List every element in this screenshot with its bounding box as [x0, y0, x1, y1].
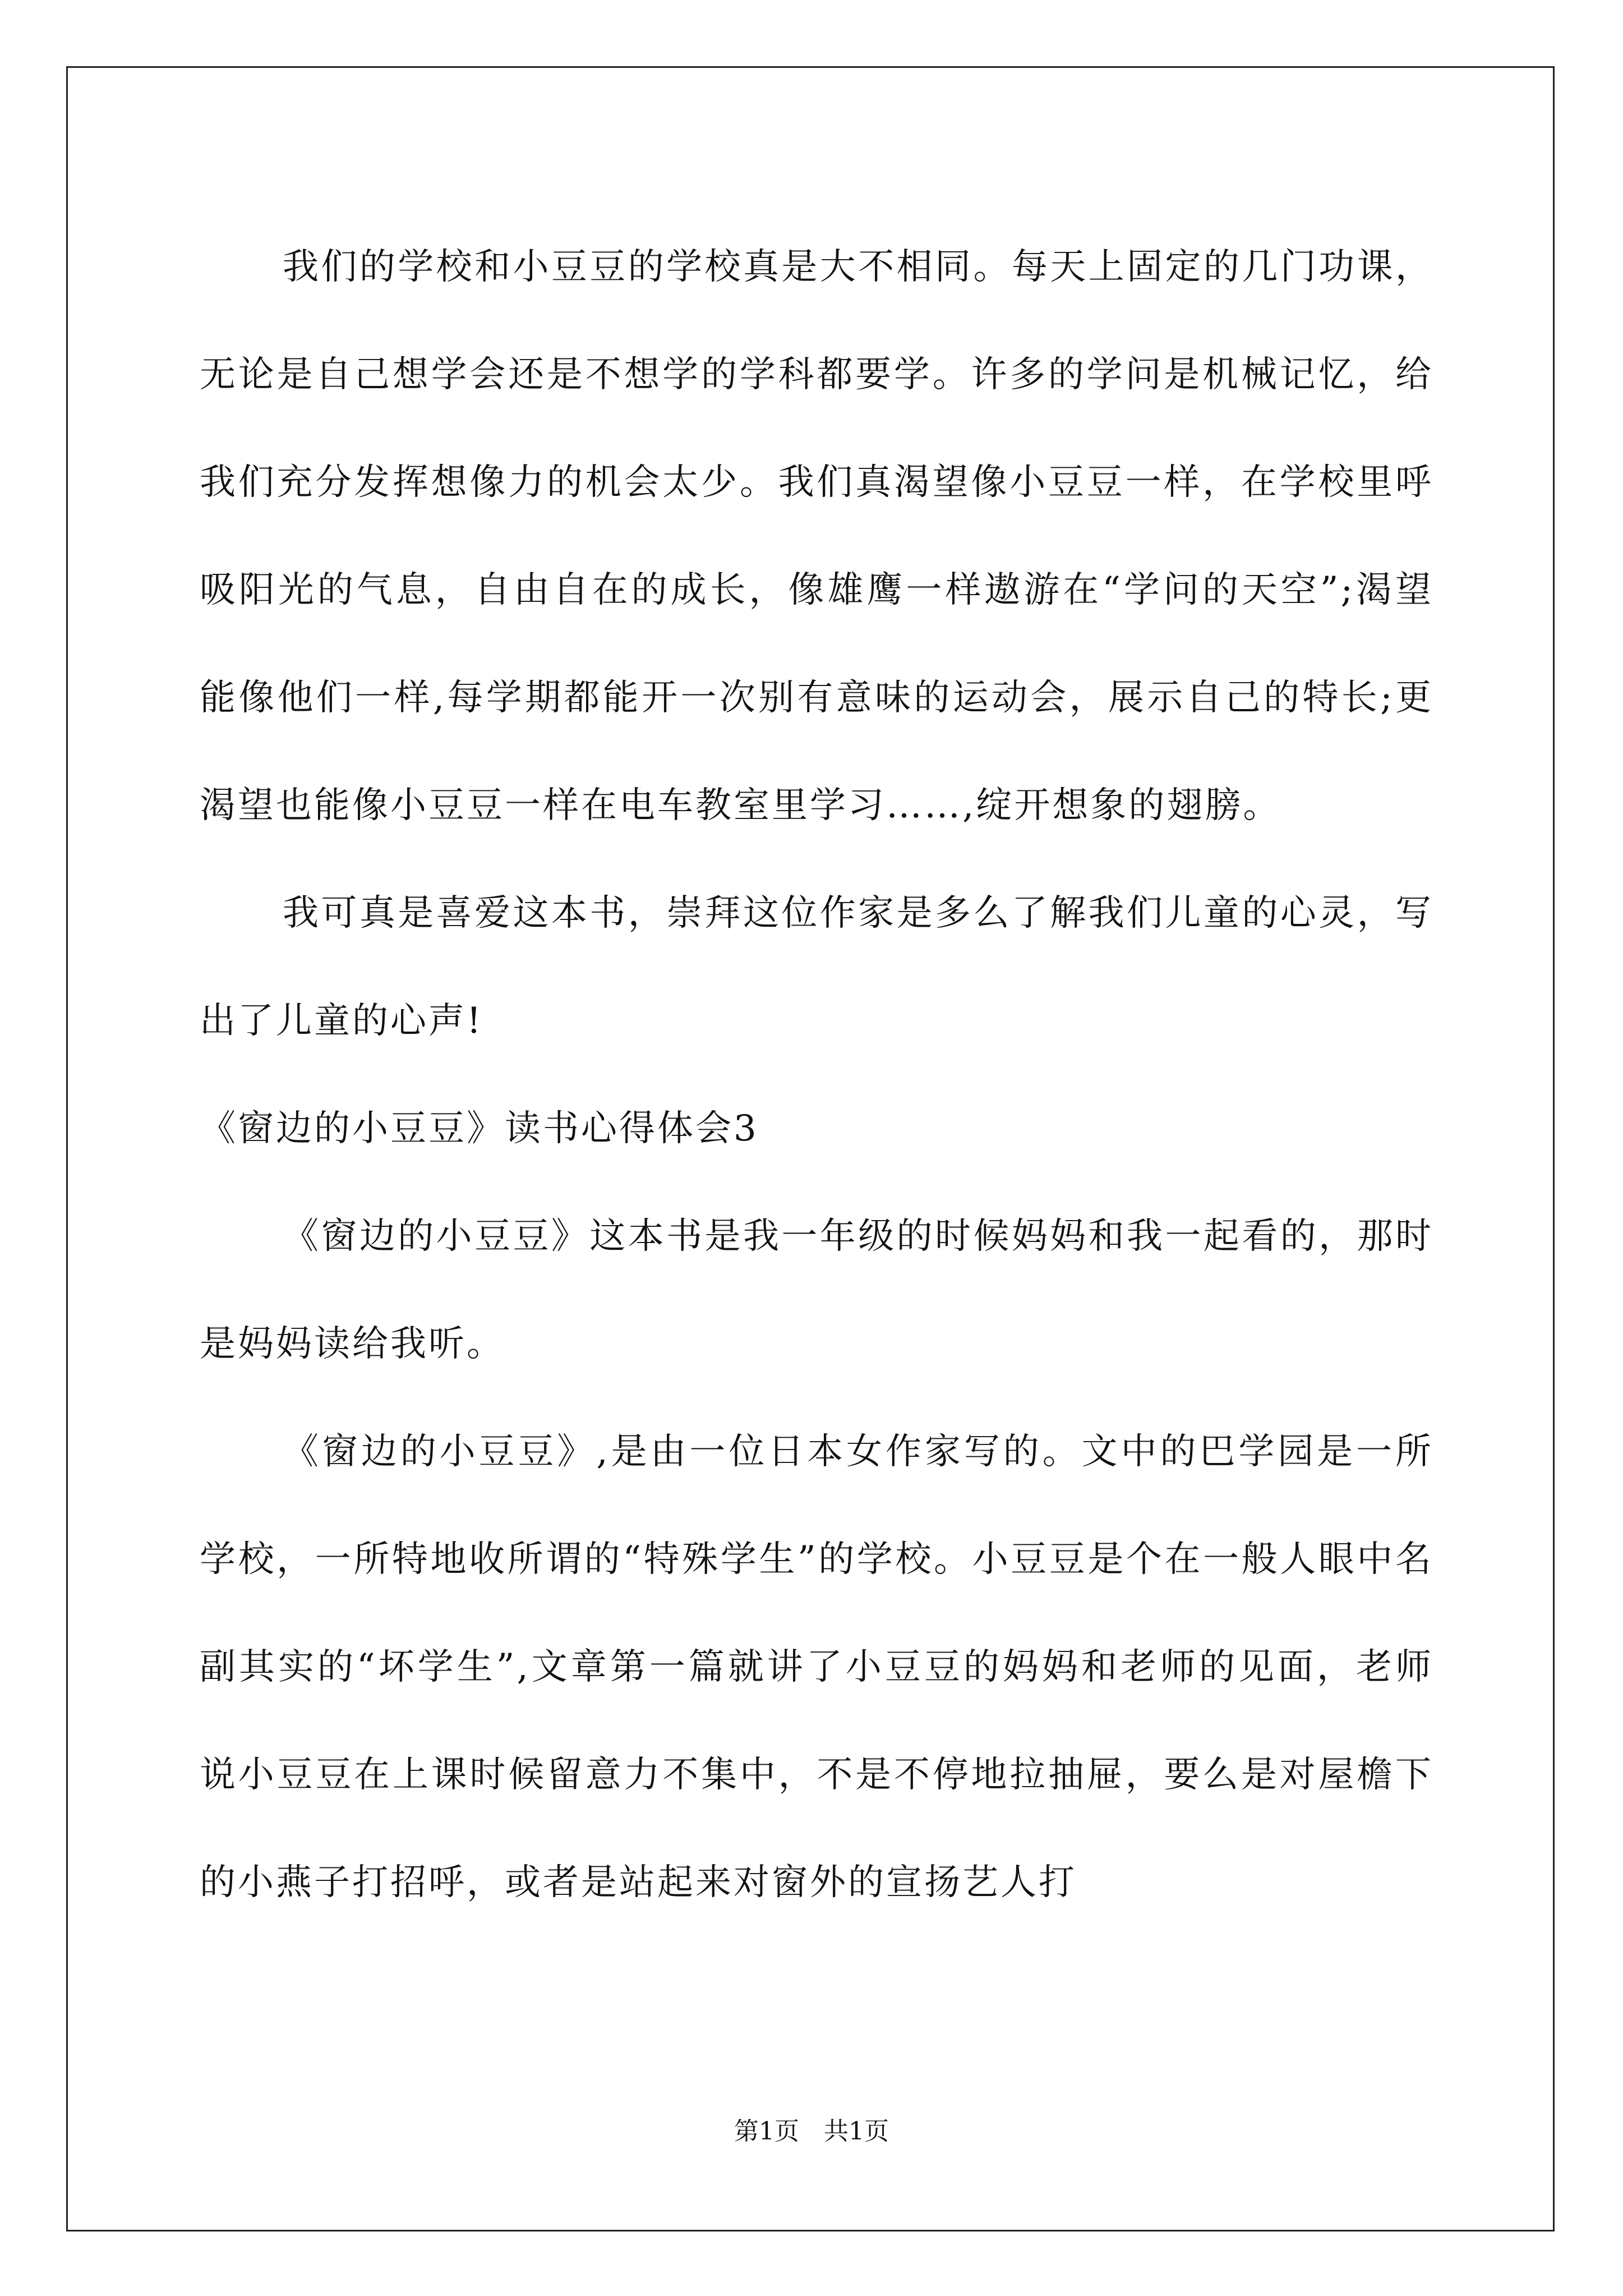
section-title: 《窗边的小豆豆》读书心得体会3	[200, 1108, 759, 1149]
paragraph-first-grade: 《窗边的小豆豆》这本书是我一年级的时候妈妈和我一起看的，那时是妈妈读给我听。	[200, 1216, 1433, 1365]
paragraph-school-comparison: 我们的学校和小豆豆的学校真是大不相同。每天上固定的几门功课，无论是自己想学会还是不想学的学科都要学。许多的学问是机械记忆，给我们充分发挥想像力的机会太少。我们真渴望像小豆豆一样，在学校里呼吸阳光的气息，自由自在的成长，像雄鹰一样遨游在“学问的天空”;渴望能像他们一样,每学期都能开一次别有意味的运动会，展示自己的特长;更渴望也能像小豆豆一样在电车教室里学习……,绽开想象的翅膀。	[200, 246, 1433, 826]
page-number-footer: 第1页 共1页	[734, 2117, 889, 2146]
paragraph-author-intro: 《窗边的小豆豆》,是由一位日本女作家写的。文中的巴学园是一所学校，一所特地收所谓的“特殊学生”的学校。小豆豆是个在一般人眼中名副其实的“坏学生”,文章第一篇就讲了小豆豆的妈妈和老师的见面，老师说小豆豆在上课时候留意力不集中，不是不停地拉抽屉，要么是对屋檐下的小燕子打招呼，或者是站起来对窗外的宣扬艺人打	[200, 1431, 1433, 1903]
document-body	[200, 213, 1433, 1936]
paragraph-love-book: 我可真是喜爱这本书，崇拜这位作家是多么了解我们儿童的心灵，写出了儿童的心声!	[200, 892, 1433, 1042]
